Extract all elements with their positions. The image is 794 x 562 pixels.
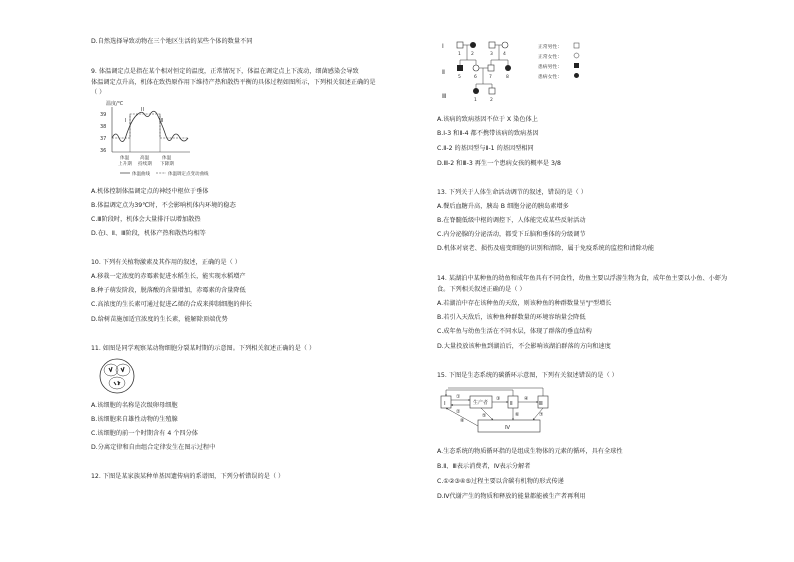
ytick-39: 39 [100, 112, 107, 118]
step-3: ③ [496, 396, 501, 402]
q15-option-c: C.①②③④⑤过程主要以含碳有机物的形式传递 [437, 478, 564, 485]
num-III-2: 2 [490, 98, 493, 103]
q11-option-d: D.分离定律和自由组合定律发生在图示过程中 [91, 444, 216, 451]
q10-option-b: B.种子萌发阶段，脱落酸的含量增加，赤霉素的含量降低 [91, 287, 246, 294]
gen-III: Ⅲ [442, 93, 447, 100]
q14-option-d: D.大量投放该种鱼到湖泊后，不会影响该湖泊群落的方向和速度 [437, 343, 611, 350]
legend-normal-female: 正常女性： [538, 55, 562, 60]
stage2-line2: 持续期 [138, 162, 152, 167]
step-8: ⑧ [460, 418, 465, 424]
legend-solid: 体温曲线 [132, 172, 150, 177]
num-II-8: 8 [506, 75, 509, 80]
q14-stem-line2: 食。下列相关叙述正确的是（ ） [437, 286, 526, 293]
legend-normal-male: 正常男性： [538, 45, 562, 50]
q11-option-b: B.该细胞来自雄性动物的生殖腺 [91, 416, 178, 423]
legend-affected-female: 患病女性： [538, 75, 562, 80]
num-II-5: 5 [458, 75, 461, 80]
q10-option-d: D.给树苗施加适宜浓度的生长素，能解除顶端优势 [91, 316, 228, 323]
step-6: ⑥ [515, 412, 520, 418]
q9-option-c: C.Ⅲ阶段时，机体会大量排汗以增加散热 [91, 216, 201, 223]
q9-option-b: B.体温调定点为39℃时，不会影响机体内环境的稳态 [91, 202, 236, 209]
step-1: ① [456, 394, 461, 400]
box-IV: Ⅳ [505, 425, 511, 431]
box-I: Ⅰ [444, 401, 446, 407]
stage2-line1: 高温 [140, 156, 150, 161]
q9-option-d: D.在Ⅰ、Ⅱ、Ⅲ阶段，机体产热和散热均相等 [91, 230, 206, 237]
q13-option-c: C.内分泌腺的分泌活动，都受下丘脑和垂体的分级调节 [437, 231, 586, 238]
q14-option-b: B.若引入天敌后，该种鱼种群数量的环境容纳量会降低 [437, 314, 586, 321]
q12-stem: 12. 下图是某家族某种单基因遗传病的系谱图，下列分析错误的是（ ） [91, 473, 285, 480]
q11-option-c: C.该细胞的前一个时期含有 4 个四分体 [91, 430, 198, 437]
q15-option-a: A.生态系统的物质循环指的是组成生物体的元素的循环，具有全球性 [437, 448, 623, 455]
chart-ylabel: 温度/℃ [106, 101, 124, 107]
phase-label-1: I [125, 118, 127, 124]
gen-II: Ⅱ [442, 69, 445, 76]
box-II: Ⅱ [510, 401, 513, 407]
step-2: ② [456, 409, 461, 415]
step-4: ④ [524, 396, 529, 402]
q12-option-c: C.Ⅱ-2 的基因型与Ⅱ-1 的基因型相同 [437, 145, 534, 152]
q9-stem-line2: 体温调定点升高，机体在致热原作用下维持产热和散热平衡的具体过程如图所示，下列相关叙述正确的是 [91, 79, 376, 86]
num-II-7: 7 [489, 75, 492, 80]
stage1-line2: 上升期 [118, 162, 132, 167]
q13-option-a: A.餐后血糖升高，胰岛 B 细胞分泌的胰岛素增多 [437, 203, 569, 210]
q14-stem-line1: 14. 某湖泊中某种鱼的幼鱼和成年鱼具有不同食性，幼鱼主要以浮游生物为食，成年鱼主要以小鱼、小虾为 [437, 275, 728, 282]
legend-affected-male: 患病男性： [538, 65, 562, 70]
stage1-line1: 体温 [120, 156, 130, 161]
q12-pedigree-chart [436, 38, 596, 104]
num-I-4: 4 [503, 52, 506, 57]
q14-option-c: C.成年鱼与幼鱼生活在不同水层，体现了群落的垂直结构 [437, 328, 592, 335]
gen-I: Ⅰ [442, 43, 444, 50]
q11-stem: 11. 如图是同学观察某动物细胞分裂某时期的示意图。下列相关叙述正确的是（ ） [91, 345, 316, 352]
legend-dashed: 体温调定点变动曲线 [168, 172, 209, 177]
num-II-6: 6 [474, 75, 477, 80]
q10-stem: 10. 下列有关植物激素及其作用的叙述，正确的是（ ） [91, 259, 241, 266]
ytick-36: 36 [100, 148, 107, 154]
box-producer: 生产者 [473, 400, 489, 406]
ytick-37: 37 [100, 136, 107, 142]
q13-option-d: D.机体对衰老、损伤及癌变细胞的识别和清除，属于免疫系统的监控和清除功能 [437, 245, 655, 252]
ytick-38: 38 [100, 124, 107, 130]
step-5: ⑤ [482, 413, 487, 419]
q12-option-d: D.Ⅲ-2 和Ⅲ-3 再生一个患病女孩的概率是 3/8 [437, 160, 561, 167]
q15-option-b: B.Ⅱ、Ⅲ表示消费者，Ⅳ表示分解者 [437, 463, 531, 470]
step-7: ⑦ [539, 412, 544, 418]
q9-temperature-chart [92, 100, 232, 180]
q12-option-b: B.Ⅰ-3 和Ⅱ-4 都不携带该病的致病基因 [437, 130, 539, 137]
q13-option-b: B.在脊髓低级中枢的调控下，人体能完成某些反射活动 [437, 217, 586, 224]
num-I-1: 1 [458, 52, 461, 57]
stage3-line2: 下降期 [160, 162, 174, 167]
q12-option-a: A.该病的致病基因不位于 X 染色体上 [437, 116, 538, 123]
prev-question-option-d: D.自然选择导致动物在三个地区生活的某些个体的数量不同 [91, 38, 253, 45]
q9-stem-line1: 9. 体温调定点是指在某个相对恒定的温度，正常情况下，体温在调定点上下波动，细菌感染会导致 [91, 68, 359, 75]
q15-carbon-cycle-diagram [438, 386, 568, 436]
phase-label-2: II [141, 107, 144, 113]
q11-option-a: A.该细胞的名称是次级卵母细胞 [91, 402, 178, 409]
num-I-3: 3 [490, 52, 493, 57]
box-III: Ⅲ [539, 401, 543, 407]
body-temp-solid-curve [112, 111, 188, 141]
q11-cell-division-figure [97, 356, 137, 396]
q15-stem: 15. 下图是生态系统的碳循环示意图，下列有关叙述错误的是（ ） [437, 372, 618, 379]
phase-label-3: III [159, 118, 164, 124]
q10-option-c: C.高浓度的生长素可通过促进乙烯的合成来抑制细胞的伸长 [91, 301, 252, 308]
q10-option-a: A.移栽一定浓度的赤霉素促进水稻生长，能实现水稻增产 [91, 273, 246, 280]
q15-option-d: D.Ⅳ代谢产生的物质和释放的能量都能被生产者再利用 [437, 493, 586, 500]
q9-option-a: A.机体控制体温调定点的神经中枢位于垂体 [91, 188, 209, 195]
q14-option-a: A.若湖泊中存在该种鱼的天敌，则该种鱼的种群数量呈"J"型增长 [437, 300, 612, 307]
q13-stem: 13. 下列关于人体生命活动调节的叙述，错误的是（ ） [437, 189, 587, 196]
num-I-2: 2 [471, 52, 474, 57]
q9-stem-line3: （ ） [91, 89, 106, 96]
num-III-1: 1 [474, 98, 477, 103]
stage3-line1: 体温 [162, 156, 172, 161]
